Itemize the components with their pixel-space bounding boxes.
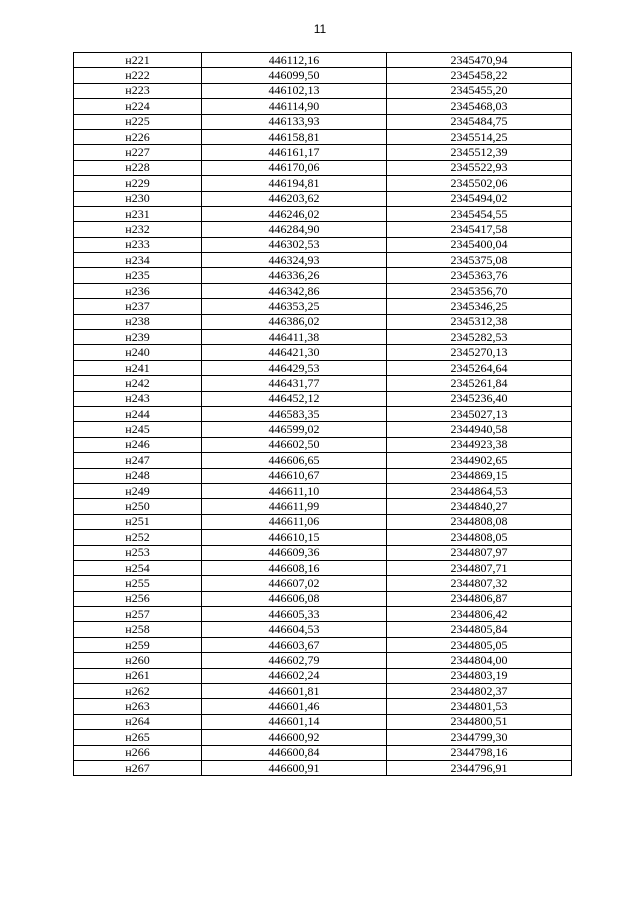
y-coordinate-cell: 2345454,55 [387,206,572,221]
y-coordinate-cell: 2344923,38 [387,437,572,452]
point-id-cell: н253 [74,545,202,560]
y-coordinate-cell: 2344808,05 [387,530,572,545]
table-row [74,83,572,98]
table-row [74,714,572,729]
x-coordinate-cell: 446114,90 [202,99,387,114]
y-coordinate-cell: 2345458,22 [387,68,572,83]
x-coordinate-cell: 446610,67 [202,468,387,483]
table-row [74,653,572,668]
x-coordinate-cell: 446600,91 [202,760,387,775]
y-coordinate-cell: 2345522,93 [387,160,572,175]
y-coordinate-cell: 2344807,71 [387,560,572,575]
y-coordinate-cell: 2345514,25 [387,129,572,144]
table-row [74,376,572,391]
x-coordinate-cell: 446602,50 [202,437,387,452]
table-row [74,68,572,83]
table-row [74,622,572,637]
point-id-cell: н233 [74,237,202,252]
table-row [74,668,572,683]
point-id-cell: н225 [74,114,202,129]
x-coordinate-cell: 446302,53 [202,237,387,252]
x-coordinate-cell: 446611,10 [202,483,387,498]
point-id-cell: н258 [74,622,202,637]
y-coordinate-cell: 2345282,53 [387,330,572,345]
y-coordinate-cell: 2344840,27 [387,499,572,514]
table-row [74,545,572,560]
table-row [74,453,572,468]
y-coordinate-cell: 2345270,13 [387,345,572,360]
table-row [74,530,572,545]
x-coordinate-cell: 446246,02 [202,206,387,221]
y-coordinate-cell: 2344796,91 [387,760,572,775]
x-coordinate-cell: 446606,65 [202,453,387,468]
x-coordinate-cell: 446601,81 [202,684,387,699]
x-coordinate-cell: 446386,02 [202,314,387,329]
x-coordinate-cell: 446601,46 [202,699,387,714]
x-coordinate-cell: 446203,62 [202,191,387,206]
table-row [74,760,572,775]
coordinates-table-body [74,53,572,776]
y-coordinate-cell: 2344805,05 [387,637,572,652]
point-id-cell: н259 [74,637,202,652]
y-coordinate-cell: 2345363,76 [387,268,572,283]
y-coordinate-cell: 2344804,00 [387,653,572,668]
x-coordinate-cell: 446353,25 [202,299,387,314]
point-id-cell: н247 [74,453,202,468]
point-id-cell: н255 [74,576,202,591]
point-id-cell: н250 [74,499,202,514]
x-coordinate-cell: 446600,92 [202,730,387,745]
y-coordinate-cell: 2345264,64 [387,360,572,375]
point-id-cell: н231 [74,206,202,221]
table-row [74,129,572,144]
y-coordinate-cell: 2344808,08 [387,514,572,529]
table-row [74,268,572,283]
y-coordinate-cell: 2344864,53 [387,483,572,498]
y-coordinate-cell: 2344802,37 [387,684,572,699]
y-coordinate-cell: 2345400,04 [387,237,572,252]
point-id-cell: н240 [74,345,202,360]
table-row [74,99,572,114]
y-coordinate-cell: 2344940,58 [387,422,572,437]
y-coordinate-cell: 2345261,84 [387,376,572,391]
page-number: 11 [313,22,327,36]
x-coordinate-cell: 446194,81 [202,176,387,191]
y-coordinate-cell: 2345502,06 [387,176,572,191]
point-id-cell: н260 [74,653,202,668]
table-row [74,330,572,345]
x-coordinate-cell: 446133,93 [202,114,387,129]
coordinates-table [73,52,572,776]
x-coordinate-cell: 446609,36 [202,545,387,560]
x-coordinate-cell: 446431,77 [202,376,387,391]
point-id-cell: н234 [74,253,202,268]
point-id-cell: н265 [74,730,202,745]
x-coordinate-cell: 446583,35 [202,406,387,421]
table-row [74,114,572,129]
x-coordinate-cell: 446599,02 [202,422,387,437]
table-row [74,283,572,298]
point-id-cell: н246 [74,437,202,452]
y-coordinate-cell: 2344803,19 [387,668,572,683]
x-coordinate-cell: 446429,53 [202,360,387,375]
y-coordinate-cell: 2344800,51 [387,714,572,729]
point-id-cell: н229 [74,176,202,191]
x-coordinate-cell: 446324,93 [202,253,387,268]
y-coordinate-cell: 2345484,75 [387,114,572,129]
table-row [74,422,572,437]
table-row [74,684,572,699]
x-coordinate-cell: 446603,67 [202,637,387,652]
table-row [74,314,572,329]
table-row [74,591,572,606]
table-row [74,560,572,575]
y-coordinate-cell: 2344806,42 [387,607,572,622]
x-coordinate-cell: 446602,79 [202,653,387,668]
point-id-cell: н261 [74,668,202,683]
x-coordinate-cell: 446610,15 [202,530,387,545]
y-coordinate-cell: 2345417,58 [387,222,572,237]
y-coordinate-cell: 2344805,84 [387,622,572,637]
x-coordinate-cell: 446112,16 [202,53,387,68]
table-row [74,253,572,268]
y-coordinate-cell: 2344806,87 [387,591,572,606]
x-coordinate-cell: 446611,99 [202,499,387,514]
y-coordinate-cell: 2344799,30 [387,730,572,745]
point-id-cell: н266 [74,745,202,760]
table-row [74,299,572,314]
point-id-cell: н227 [74,145,202,160]
y-coordinate-cell: 2345356,70 [387,283,572,298]
table-row [74,391,572,406]
y-coordinate-cell: 2345027,13 [387,406,572,421]
table-row [74,53,572,68]
point-id-cell: н263 [74,699,202,714]
point-id-cell: н228 [74,160,202,175]
y-coordinate-cell: 2344902,65 [387,453,572,468]
point-id-cell: н230 [74,191,202,206]
x-coordinate-cell: 446604,53 [202,622,387,637]
x-coordinate-cell: 446158,81 [202,129,387,144]
x-coordinate-cell: 446602,24 [202,668,387,683]
point-id-cell: н243 [74,391,202,406]
x-coordinate-cell: 446411,38 [202,330,387,345]
point-id-cell: н237 [74,299,202,314]
y-coordinate-cell: 2345494,02 [387,191,572,206]
y-coordinate-cell: 2345312,38 [387,314,572,329]
y-coordinate-cell: 2344869,15 [387,468,572,483]
table-row [74,437,572,452]
point-id-cell: н236 [74,283,202,298]
x-coordinate-cell: 446170,06 [202,160,387,175]
table-row [74,191,572,206]
y-coordinate-cell: 2345470,94 [387,53,572,68]
point-id-cell: н251 [74,514,202,529]
table-row [74,468,572,483]
table-row [74,745,572,760]
x-coordinate-cell: 446611,06 [202,514,387,529]
table-row [74,730,572,745]
point-id-cell: н245 [74,422,202,437]
table-row [74,576,572,591]
x-coordinate-cell: 446605,33 [202,607,387,622]
point-id-cell: н235 [74,268,202,283]
point-id-cell: н232 [74,222,202,237]
point-id-cell: н244 [74,406,202,421]
y-coordinate-cell: 2345236,40 [387,391,572,406]
x-coordinate-cell: 446607,02 [202,576,387,591]
point-id-cell: н226 [74,129,202,144]
x-coordinate-cell: 446284,90 [202,222,387,237]
x-coordinate-cell: 446601,14 [202,714,387,729]
table-row [74,699,572,714]
point-id-cell: н221 [74,53,202,68]
point-id-cell: н241 [74,360,202,375]
point-id-cell: н267 [74,760,202,775]
x-coordinate-cell: 446342,86 [202,283,387,298]
x-coordinate-cell: 446161,17 [202,145,387,160]
table-row [74,145,572,160]
x-coordinate-cell: 446336,26 [202,268,387,283]
x-coordinate-cell: 446606,08 [202,591,387,606]
x-coordinate-cell: 446608,16 [202,560,387,575]
point-id-cell: н254 [74,560,202,575]
y-coordinate-cell: 2344798,16 [387,745,572,760]
y-coordinate-cell: 2345346,25 [387,299,572,314]
y-coordinate-cell: 2345375,08 [387,253,572,268]
table-row [74,237,572,252]
table-row [74,360,572,375]
table-row [74,607,572,622]
table-row [74,499,572,514]
point-id-cell: н256 [74,591,202,606]
point-id-cell: н248 [74,468,202,483]
table-row [74,406,572,421]
point-id-cell: н262 [74,684,202,699]
y-coordinate-cell: 2344807,97 [387,545,572,560]
y-coordinate-cell: 2344807,32 [387,576,572,591]
table-row [74,345,572,360]
x-coordinate-cell: 446099,50 [202,68,387,83]
point-id-cell: н252 [74,530,202,545]
point-id-cell: н238 [74,314,202,329]
y-coordinate-cell: 2345468,03 [387,99,572,114]
point-id-cell: н224 [74,99,202,114]
table-row [74,206,572,221]
table-row [74,176,572,191]
point-id-cell: н222 [74,68,202,83]
point-id-cell: н242 [74,376,202,391]
table-row [74,483,572,498]
table-row [74,160,572,175]
y-coordinate-cell: 2345455,20 [387,83,572,98]
x-coordinate-cell: 446452,12 [202,391,387,406]
y-coordinate-cell: 2345512,39 [387,145,572,160]
point-id-cell: н223 [74,83,202,98]
table-row [74,222,572,237]
x-coordinate-cell: 446102,13 [202,83,387,98]
point-id-cell: н257 [74,607,202,622]
x-coordinate-cell: 446421,30 [202,345,387,360]
table-row [74,514,572,529]
point-id-cell: н249 [74,483,202,498]
table-row [74,637,572,652]
x-coordinate-cell: 446600,84 [202,745,387,760]
point-id-cell: н239 [74,330,202,345]
point-id-cell: н264 [74,714,202,729]
y-coordinate-cell: 2344801,53 [387,699,572,714]
